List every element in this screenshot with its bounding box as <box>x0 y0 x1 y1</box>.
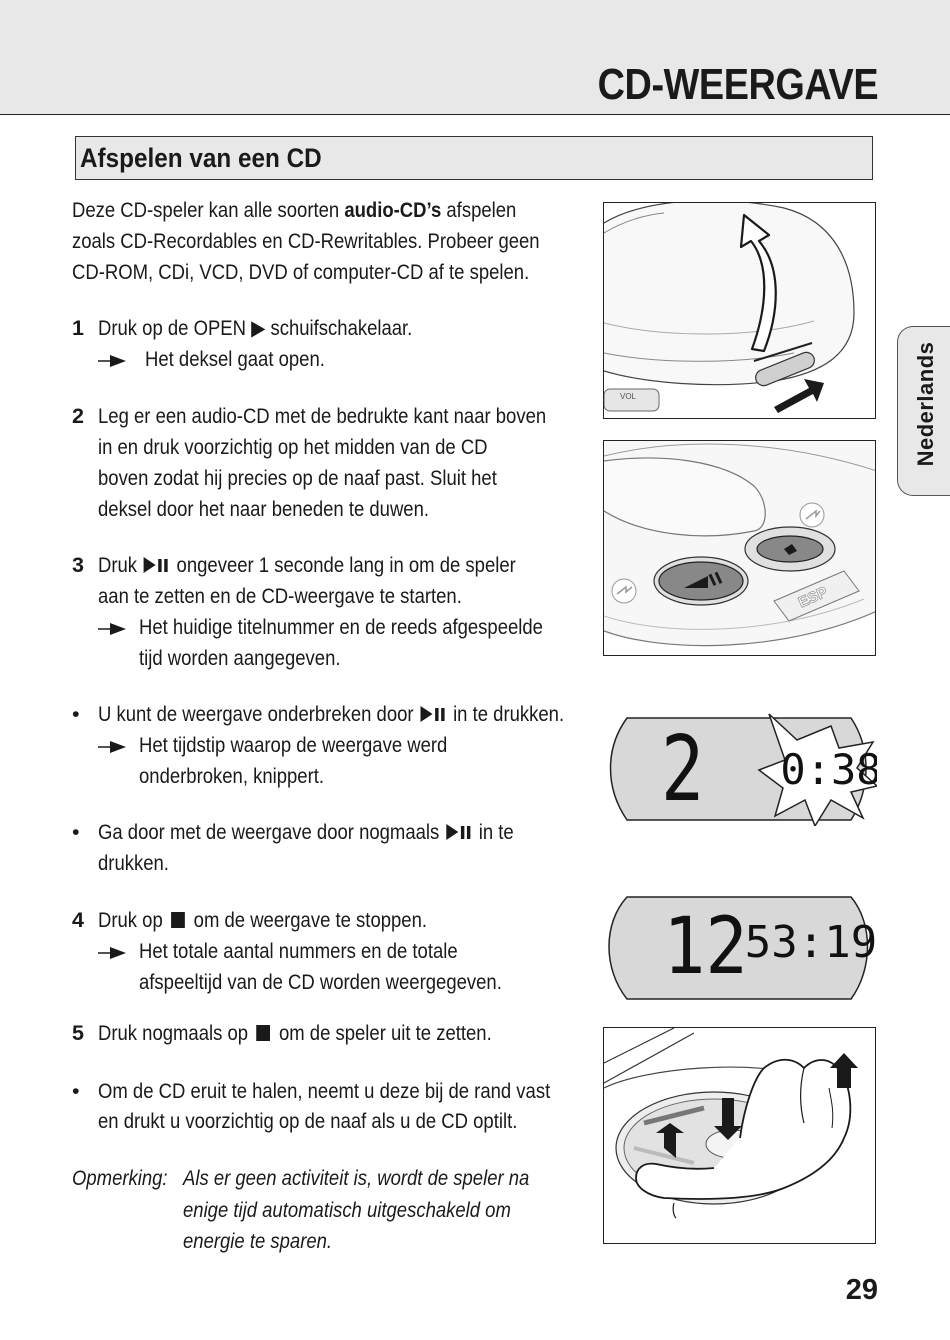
step-3-result-1: Het huidige titelnummer en de reeds afgespeelde <box>139 615 543 639</box>
step-5-text-b: om de speler uit te zetten. <box>273 1021 492 1045</box>
step-3-line-2: aan te zetten en de CD-weergave te starten. <box>98 584 462 608</box>
bullet-3: • <box>72 1079 80 1103</box>
step-2-line-2: in en druk voorzichtig op het midden van de CD <box>98 435 488 459</box>
lcd-total-tracks: 12 <box>663 901 748 992</box>
intro-text: afspelen <box>441 198 517 222</box>
esp-label: ESP <box>795 583 831 612</box>
bullet-1-text-a: U kunt de weergave onderbreken door <box>98 702 419 726</box>
play-pause-icon <box>142 557 171 573</box>
step-4-result-2: afspeeltijd van de CD worden weergegeven. <box>139 970 502 994</box>
remove-cd-drawing <box>604 1028 876 1244</box>
illustration-buttons <box>603 440 876 656</box>
play-pause-icon <box>444 824 473 840</box>
intro-line-2: zoals CD-Recordables en CD-Rewritables. Probeer geen <box>72 229 540 253</box>
step-1-text <box>98 313 412 344</box>
result-arrow-icon <box>98 622 128 636</box>
bullet-2: • <box>72 820 80 844</box>
note-label: Opmerking: <box>72 1166 168 1190</box>
section-title: Afspelen van een CD <box>80 143 322 173</box>
stop-icon <box>171 912 185 928</box>
step-3-line-1 <box>98 550 516 581</box>
lcd-display-total <box>601 893 877 1003</box>
note-line-2: enige tijd automatisch uitgeschakeld om <box>183 1198 511 1222</box>
bullet-2-text-a: Ga door met de weergave door nogmaals <box>98 820 445 844</box>
lcd-track-number: 2 <box>660 717 705 823</box>
play-pause-icon <box>419 706 448 722</box>
step-2-line-1: Leg er een audio-CD met de bedrukte kant naar boven <box>98 404 547 428</box>
illustration-remove-cd <box>603 1027 876 1244</box>
bullet-1-result-2: onderbroken, knippert. <box>139 764 325 788</box>
open-arrow-icon: ▶ <box>251 316 266 340</box>
page-number: 29 <box>845 1274 878 1306</box>
bullet-1-line-1 <box>98 699 564 730</box>
step-3-result-2: tijd worden aangegeven. <box>139 646 341 670</box>
step-5-text-a: Druk nogmaals op <box>98 1021 254 1045</box>
lcd-display-paused <box>601 708 877 826</box>
illustration-open-lid <box>603 202 876 419</box>
step-4-result-1: Het totale aantal nummers en de totale <box>139 939 458 963</box>
lcd-total-drawing <box>601 893 877 1003</box>
bullet-1: • <box>72 702 80 726</box>
note-line-3: energie te sparen. <box>183 1229 333 1253</box>
result-arrow-icon <box>98 740 128 754</box>
vol-label: VOL <box>620 392 637 401</box>
bullet-1-result-1: Het tijdstip waarop de weergave werd <box>139 733 448 757</box>
lcd-elapsed-time: 0:38 <box>780 745 877 794</box>
bullet-2-text-b: in te <box>473 820 514 844</box>
language-tab-label: Nederlands <box>913 341 938 467</box>
result-arrow-icon <box>98 946 128 960</box>
header-band <box>0 0 950 115</box>
bullet-3-line-1: Om de CD eruit te halen, neemt u deze bij de rand vast <box>98 1079 551 1103</box>
intro-bold-term: audio-CD’s <box>344 198 442 222</box>
step-1-number: 1 <box>72 316 84 340</box>
language-tab <box>897 326 950 496</box>
step-3-text-a: Druk <box>98 553 143 577</box>
step-2-line-3: boven zodat hij precies op de naaf past. Sluit het <box>98 466 497 490</box>
bullet-2-line-1 <box>98 817 514 848</box>
section-title-box <box>75 136 873 180</box>
step-2-line-4: deksel door het naar beneden te duwen. <box>98 497 430 521</box>
result-arrow-icon <box>98 354 128 368</box>
step-3-number: 3 <box>72 553 84 577</box>
intro-line-3: CD-ROM, CDi, VCD, DVD of computer-CD af te spelen. <box>72 260 530 284</box>
intro-line-1 <box>72 195 516 226</box>
step-4-number: 4 <box>72 908 84 932</box>
note-line-1: Als er geen activiteit is, wordt de speler na <box>183 1166 530 1190</box>
lcd-total-time: 53:19 <box>744 917 877 968</box>
chapter-title: CD-WEERGAVE <box>597 60 878 109</box>
step-1-text-a: Druk op de OPEN <box>98 316 252 340</box>
stop-icon <box>257 1025 271 1041</box>
step-2-number: 2 <box>72 404 84 428</box>
player-buttons-drawing <box>604 441 876 656</box>
lcd-paused-drawing <box>601 708 877 826</box>
step-4-text-b: om de weergave te stoppen. <box>188 908 428 932</box>
bullet-2-line-2: drukken. <box>98 851 169 875</box>
step-4-text-a: Druk op <box>98 908 168 932</box>
step-5-number: 5 <box>72 1021 84 1045</box>
step-4-line-1 <box>98 905 427 936</box>
bullet-3-line-2: en drukt u voorzichtig op de naaf als u de CD optilt. <box>98 1109 518 1133</box>
intro-text: Deze CD-speler kan alle soorten <box>72 198 345 222</box>
step-1-text-b: schuifschakelaar. <box>265 316 413 340</box>
bullet-1-text-b: in te drukken. <box>447 702 565 726</box>
step-3-text-b: ongeveer 1 seconde lang in om de speler <box>171 553 516 577</box>
open-lid-drawing <box>604 203 876 419</box>
step-5-line-1 <box>98 1018 492 1049</box>
step-1-result: Het deksel gaat open. <box>145 347 325 371</box>
